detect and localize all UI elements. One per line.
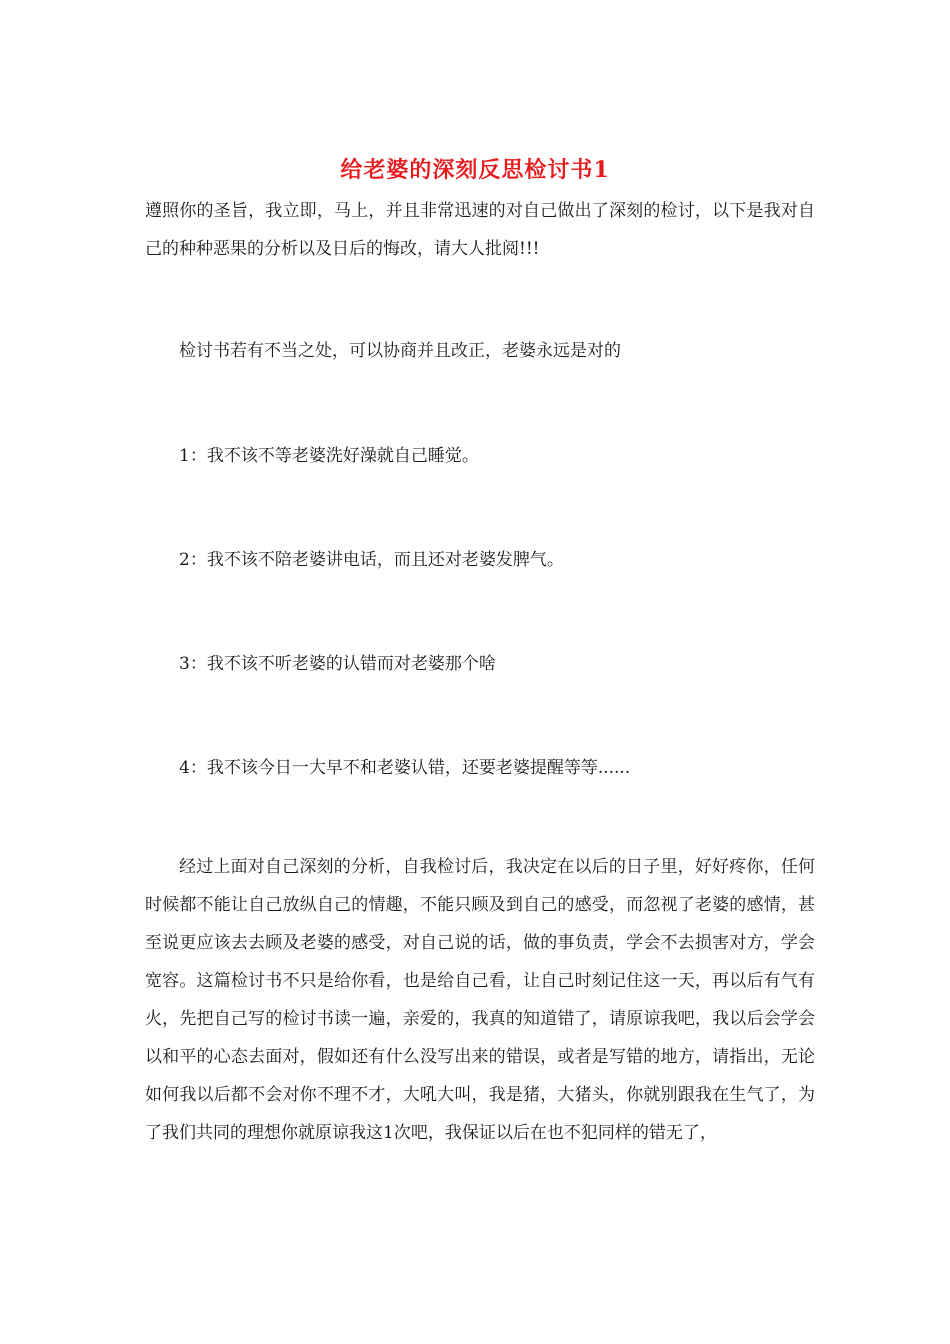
list-item-4: 4：我不该今日一大早不和老婆认错，还要老婆提醒等等......	[179, 758, 631, 778]
list-item-2: 2：我不该不陪老婆讲电话，而且还对老婆发脾气。	[179, 550, 564, 570]
document-title: 给老婆的深刻反思检讨书1	[340, 157, 610, 183]
note-paragraph: 检讨书若有不当之处，可以协商并且改正，老婆永远是对的	[179, 341, 621, 361]
intro-paragraph: 遵照你的圣旨，我立即，马上，并且非常迅速的对自己做出了深刻的检讨，以下是我对自己的种种恶果的分析以及日后的悔改，请大人批阅!!!	[145, 201, 815, 259]
list-item-1: 1：我不该不等老婆洗好澡就自己睡觉。	[179, 446, 479, 466]
list-item-3: 3：我不该不听老婆的认错而对老婆那个啥	[179, 654, 496, 674]
conclusion-paragraph: 经过上面对自己深刻的分析，自我检讨后，我决定在以后的日子里，好好疼你，任何时候都不能让自己放纵自己的情趣，不能只顾及到自己的感受，而忽视了老婆的感情，甚至说更应该去去顾及老婆的感受，对自己说的话，做的事负责，学会不去损害对方，学会宽容。这篇检讨书不只是给你看，也是给自己看，让自己时刻记住这一天，再以后有气有火，先把自己写的检讨书读一遍，亲爱的，我真的知道错了，请原谅我吧，我以后会学会以和平的心态去面对，假如还有什么没写出来的错误，或者是写错的地方，请指出，无论如何我以后都不会对你不理不才，大吼大叫，我是猪，大猪头，你就别跟我在生气了，为了我们共同的理想你就原谅我这1次吧，我保证以后在也不犯同样的错无了，	[145, 857, 815, 1143]
